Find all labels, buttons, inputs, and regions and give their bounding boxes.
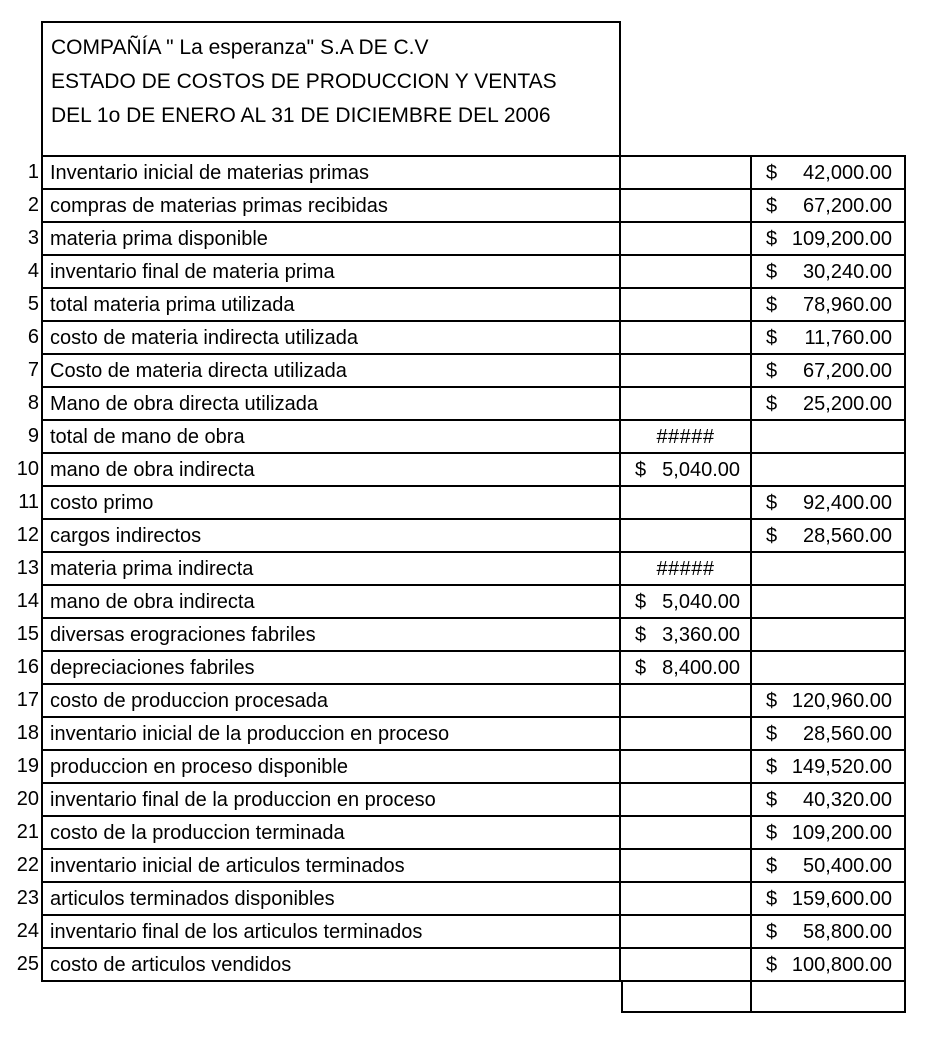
row-number[interactable]: 19 bbox=[16, 755, 39, 777]
table-row bbox=[0, 749, 943, 782]
row-description-cell[interactable]: diversas erograciones fabriles bbox=[41, 617, 621, 650]
currency-symbol: $ bbox=[766, 162, 778, 184]
row-description-cell[interactable]: inventario final de la produccion en proceso bbox=[41, 782, 621, 815]
partial-amount-cell[interactable] bbox=[621, 749, 752, 782]
partial-amount-cell[interactable] bbox=[621, 287, 752, 320]
empty-footer-cell[interactable] bbox=[752, 980, 906, 1013]
total-amount-cell[interactable] bbox=[752, 320, 906, 353]
row-number[interactable]: 1 bbox=[27, 161, 39, 183]
currency-symbol: $ bbox=[766, 888, 778, 910]
row-description-cell[interactable]: inventario inicial de articulos terminados bbox=[41, 848, 621, 881]
currency-symbol: $ bbox=[766, 723, 778, 745]
currency-symbol: $ bbox=[635, 657, 647, 679]
partial-amount-cell[interactable] bbox=[621, 815, 752, 848]
money-value bbox=[752, 520, 904, 551]
statement-period: DEL 1o DE ENERO AL 31 DE DICIEMBRE DEL 2006 bbox=[51, 104, 551, 127]
total-amount-cell[interactable] bbox=[752, 452, 906, 485]
amount: 28,560.00 bbox=[803, 723, 892, 745]
company-name: COMPAÑÍA " La esperanza" S.A DE C.V bbox=[51, 36, 429, 59]
total-amount-cell[interactable] bbox=[752, 155, 906, 188]
amount: 42,000.00 bbox=[803, 162, 892, 184]
row-description-cell[interactable]: inventario final de los articulos terminados bbox=[41, 914, 621, 947]
table-row bbox=[0, 353, 943, 386]
table-row bbox=[0, 683, 943, 716]
row-description-cell[interactable]: costo primo bbox=[41, 485, 621, 518]
row-number[interactable]: 12 bbox=[16, 524, 39, 546]
table-row bbox=[0, 848, 943, 881]
row-description-cell[interactable]: depreciaciones fabriles bbox=[41, 650, 621, 683]
amount: 8,400.00 bbox=[662, 657, 740, 679]
row-description-cell[interactable]: inventario inicial de la produccion en proceso bbox=[41, 716, 621, 749]
table-row bbox=[0, 584, 943, 617]
row-number[interactable]: 3 bbox=[27, 227, 39, 249]
currency-symbol: $ bbox=[766, 327, 778, 349]
partial-amount-cell[interactable] bbox=[621, 254, 752, 287]
money-value bbox=[752, 850, 904, 881]
table-row bbox=[0, 782, 943, 815]
amount: 25,200.00 bbox=[803, 393, 892, 415]
currency-symbol: $ bbox=[766, 261, 778, 283]
row-description-cell[interactable]: produccion en proceso disponible bbox=[41, 749, 621, 782]
row-description-cell[interactable]: costo de articulos vendidos bbox=[41, 947, 621, 980]
money-value bbox=[752, 289, 904, 320]
total-amount-cell[interactable] bbox=[752, 947, 906, 980]
partial-amount-cell[interactable] bbox=[621, 947, 752, 980]
partial-amount-cell[interactable] bbox=[621, 683, 752, 716]
partial-amount-cell[interactable] bbox=[621, 782, 752, 815]
partial-amount-cell[interactable] bbox=[621, 848, 752, 881]
row-number[interactable]: 15 bbox=[16, 623, 39, 645]
table-row bbox=[0, 155, 943, 188]
money-value bbox=[752, 916, 904, 947]
table-row bbox=[0, 947, 943, 980]
money-value bbox=[621, 619, 750, 650]
row-number[interactable]: 17 bbox=[16, 689, 39, 711]
table-row bbox=[0, 254, 943, 287]
money-value bbox=[752, 487, 904, 518]
money-value bbox=[752, 685, 904, 716]
money-value bbox=[752, 322, 904, 353]
total-amount-cell[interactable] bbox=[752, 815, 906, 848]
table-bottom-border bbox=[41, 980, 621, 982]
partial-amount-cell[interactable] bbox=[621, 551, 752, 584]
amount: 5,040.00 bbox=[662, 591, 740, 613]
partial-amount-cell[interactable] bbox=[621, 914, 752, 947]
money-value bbox=[752, 949, 904, 980]
total-amount-cell[interactable] bbox=[752, 584, 906, 617]
money-value bbox=[752, 784, 904, 815]
table-row bbox=[0, 221, 943, 254]
amount: 11,760.00 bbox=[804, 327, 892, 349]
row-number[interactable]: 11 bbox=[18, 491, 39, 513]
money-value bbox=[752, 883, 904, 914]
amount: 109,200.00 bbox=[791, 228, 892, 250]
total-amount-cell[interactable] bbox=[752, 881, 906, 914]
total-amount-cell[interactable] bbox=[752, 650, 906, 683]
total-amount-cell[interactable] bbox=[752, 188, 906, 221]
total-amount-cell[interactable] bbox=[752, 551, 906, 584]
total-amount-cell[interactable] bbox=[752, 848, 906, 881]
partial-amount-cell[interactable] bbox=[621, 518, 752, 551]
amount: 120,960.00 bbox=[791, 690, 892, 712]
partial-amount-cell[interactable] bbox=[621, 584, 752, 617]
row-description-cell[interactable]: Mano de obra directa utilizada bbox=[41, 386, 621, 419]
overflow-value: ##### bbox=[656, 426, 715, 448]
table-row bbox=[0, 881, 943, 914]
row-number[interactable]: 25 bbox=[16, 953, 39, 975]
amount: 100,800.00 bbox=[791, 954, 892, 976]
total-amount-cell[interactable] bbox=[752, 749, 906, 782]
row-description-cell[interactable]: inventario final de materia prima bbox=[41, 254, 621, 287]
row-number[interactable]: 5 bbox=[27, 293, 39, 315]
currency-symbol: $ bbox=[766, 822, 778, 844]
table-row bbox=[0, 386, 943, 419]
currency-symbol: $ bbox=[766, 228, 778, 250]
table-row bbox=[0, 914, 943, 947]
partial-amount-cell[interactable] bbox=[621, 650, 752, 683]
currency-symbol: $ bbox=[766, 756, 778, 778]
row-number[interactable]: 24 bbox=[16, 920, 39, 942]
row-number[interactable]: 6 bbox=[27, 326, 39, 348]
currency-symbol: $ bbox=[766, 921, 778, 943]
money-value bbox=[752, 388, 904, 419]
currency-symbol: $ bbox=[635, 591, 647, 613]
amount: 3,360.00 bbox=[662, 624, 740, 646]
table-row bbox=[0, 815, 943, 848]
amount: 5,040.00 bbox=[662, 459, 740, 481]
row-description-cell[interactable]: costo de materia indirecta utilizada bbox=[41, 320, 621, 353]
partial-amount-cell[interactable] bbox=[621, 386, 752, 419]
row-description-cell[interactable]: materia prima indirecta bbox=[41, 551, 621, 584]
row-number[interactable]: 7 bbox=[27, 359, 39, 381]
table-row bbox=[0, 188, 943, 221]
partial-amount-cell[interactable] bbox=[621, 881, 752, 914]
total-amount-cell[interactable] bbox=[752, 353, 906, 386]
empty-footer-cell[interactable] bbox=[621, 980, 752, 1013]
table-row bbox=[0, 320, 943, 353]
row-number[interactable]: 8 bbox=[27, 392, 39, 414]
currency-symbol: $ bbox=[766, 855, 778, 877]
table-row bbox=[0, 617, 943, 650]
row-number[interactable]: 16 bbox=[16, 656, 39, 678]
row-number[interactable]: 21 bbox=[16, 821, 39, 843]
currency-symbol: $ bbox=[766, 195, 778, 217]
row-number[interactable]: 23 bbox=[16, 887, 39, 909]
row-description-cell[interactable]: mano de obra indirecta bbox=[41, 452, 621, 485]
amount: 67,200.00 bbox=[803, 195, 892, 217]
total-amount-cell[interactable] bbox=[752, 254, 906, 287]
row-description-cell[interactable]: total de mano de obra bbox=[41, 419, 621, 452]
table-row bbox=[0, 419, 943, 452]
table-row bbox=[0, 287, 943, 320]
amount: 159,600.00 bbox=[791, 888, 892, 910]
row-number[interactable]: 2 bbox=[27, 194, 39, 216]
currency-symbol: $ bbox=[766, 690, 778, 712]
currency-symbol: $ bbox=[635, 624, 647, 646]
total-amount-cell[interactable] bbox=[752, 419, 906, 452]
currency-symbol: $ bbox=[635, 459, 647, 481]
money-value bbox=[752, 751, 904, 782]
currency-symbol: $ bbox=[766, 360, 778, 382]
row-description-cell[interactable]: Inventario inicial de materias primas bbox=[41, 155, 621, 188]
currency-symbol: $ bbox=[766, 492, 778, 514]
money-value bbox=[621, 586, 750, 617]
amount: 109,200.00 bbox=[791, 822, 892, 844]
partial-amount-cell[interactable] bbox=[621, 452, 752, 485]
partial-amount-cell[interactable] bbox=[621, 353, 752, 386]
table-row bbox=[0, 650, 943, 683]
currency-symbol: $ bbox=[766, 525, 778, 547]
row-number[interactable]: 10 bbox=[16, 458, 39, 480]
row-description-cell[interactable]: materia prima disponible bbox=[41, 221, 621, 254]
money-value bbox=[752, 223, 904, 254]
amount: 92,400.00 bbox=[803, 492, 892, 514]
table-row bbox=[0, 551, 943, 584]
currency-symbol: $ bbox=[766, 789, 778, 811]
amount: 30,240.00 bbox=[803, 261, 892, 283]
amount: 58,800.00 bbox=[803, 921, 892, 943]
table-row bbox=[0, 452, 943, 485]
row-number[interactable]: 22 bbox=[16, 854, 39, 876]
total-amount-cell[interactable] bbox=[752, 716, 906, 749]
total-amount-cell[interactable] bbox=[752, 914, 906, 947]
row-description-cell[interactable]: cargos indirectos bbox=[41, 518, 621, 551]
row-description-cell[interactable]: Costo de materia directa utilizada bbox=[41, 353, 621, 386]
total-amount-cell[interactable] bbox=[752, 683, 906, 716]
total-amount-cell[interactable] bbox=[752, 485, 906, 518]
row-number[interactable]: 14 bbox=[16, 590, 39, 612]
amount: 50,400.00 bbox=[803, 855, 892, 877]
partial-amount-cell[interactable] bbox=[621, 485, 752, 518]
money-value bbox=[752, 157, 904, 188]
statement-title: ESTADO DE COSTOS DE PRODUCCION Y VENTAS bbox=[51, 70, 557, 93]
partial-amount-cell[interactable] bbox=[621, 155, 752, 188]
amount: 67,200.00 bbox=[803, 360, 892, 382]
partial-amount-cell[interactable] bbox=[621, 320, 752, 353]
row-number[interactable]: 4 bbox=[27, 260, 39, 282]
amount: 78,960.00 bbox=[803, 294, 892, 316]
money-value bbox=[752, 355, 904, 386]
currency-symbol: $ bbox=[766, 954, 778, 976]
total-amount-cell[interactable] bbox=[752, 518, 906, 551]
amount: 40,320.00 bbox=[803, 789, 892, 811]
partial-amount-cell[interactable] bbox=[621, 716, 752, 749]
money-value bbox=[752, 256, 904, 287]
money-value bbox=[621, 652, 750, 683]
overflow-value: ##### bbox=[656, 558, 715, 580]
money-value bbox=[752, 190, 904, 221]
amount: 149,520.00 bbox=[791, 756, 892, 778]
row-number[interactable]: 9 bbox=[27, 425, 39, 447]
partial-amount-cell[interactable] bbox=[621, 221, 752, 254]
total-amount-cell[interactable] bbox=[752, 617, 906, 650]
total-amount-cell[interactable] bbox=[752, 782, 906, 815]
amount: 28,560.00 bbox=[803, 525, 892, 547]
partial-amount-cell[interactable] bbox=[621, 419, 752, 452]
row-description-cell[interactable]: compras de materias primas recibidas bbox=[41, 188, 621, 221]
table-row bbox=[0, 485, 943, 518]
partial-amount-cell[interactable] bbox=[621, 188, 752, 221]
row-description-cell[interactable]: mano de obra indirecta bbox=[41, 584, 621, 617]
row-description-cell[interactable]: costo de produccion procesada bbox=[41, 683, 621, 716]
partial-amount-cell[interactable] bbox=[621, 617, 752, 650]
total-amount-cell[interactable] bbox=[752, 287, 906, 320]
row-number[interactable]: 18 bbox=[16, 722, 39, 744]
statement-header[interactable] bbox=[41, 21, 621, 155]
money-value bbox=[621, 454, 750, 485]
column-divider bbox=[750, 155, 752, 980]
currency-symbol: $ bbox=[766, 393, 778, 415]
money-value bbox=[752, 718, 904, 749]
row-number[interactable]: 20 bbox=[16, 788, 39, 810]
row-description-cell[interactable]: costo de la produccion terminada bbox=[41, 815, 621, 848]
money-value bbox=[752, 817, 904, 848]
total-amount-cell[interactable] bbox=[752, 386, 906, 419]
table-row bbox=[0, 716, 943, 749]
total-amount-cell[interactable] bbox=[752, 221, 906, 254]
currency-symbol: $ bbox=[766, 294, 778, 316]
row-description-cell[interactable]: total materia prima utilizada bbox=[41, 287, 621, 320]
row-number[interactable]: 13 bbox=[16, 557, 39, 579]
table-row bbox=[0, 518, 943, 551]
row-description-cell[interactable]: articulos terminados disponibles bbox=[41, 881, 621, 914]
